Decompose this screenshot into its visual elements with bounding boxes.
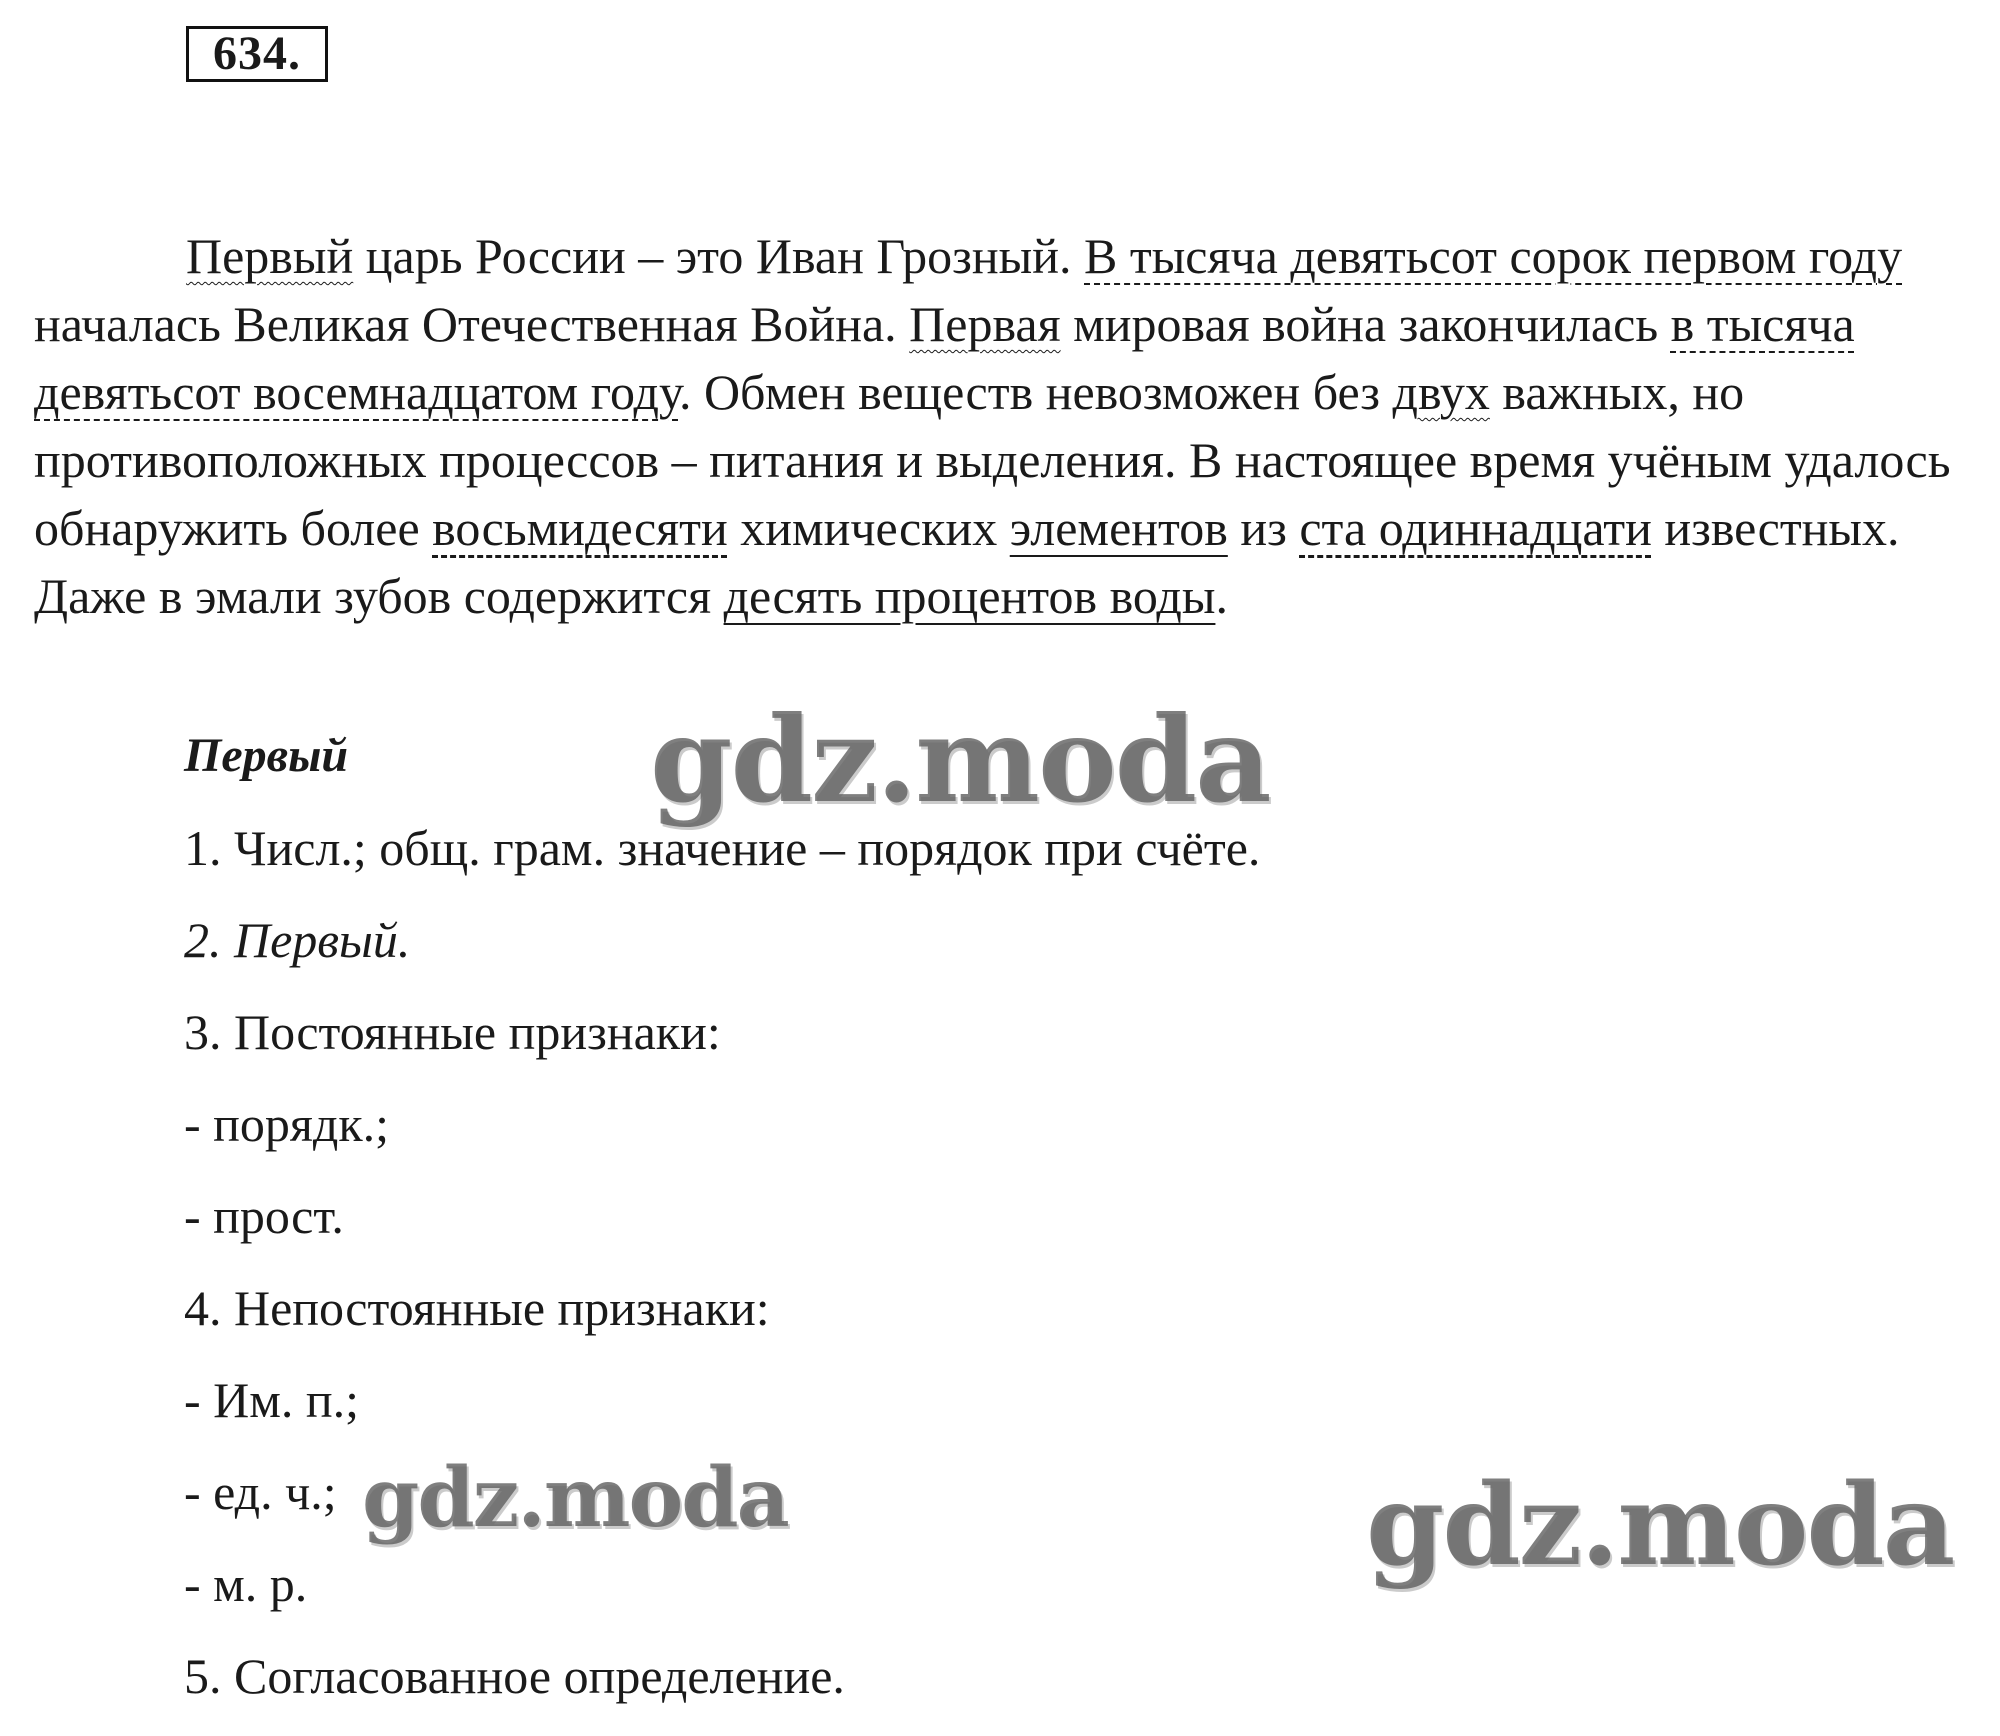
text-fragment: началась Великая Отечественная Война.	[34, 296, 910, 352]
phrase-sta-odinnadtsati: ста одиннадцати	[1299, 500, 1652, 556]
word-vosmidesyati: восьмидесяти	[432, 500, 728, 556]
watermark: gdz.moda	[362, 1450, 788, 1546]
text-fragment: известных. Даже в эмали зубов содержится	[34, 500, 1900, 624]
watermark: gdz.moda	[1366, 1460, 1954, 1591]
text-fragment: мировая война закончилась	[1060, 296, 1671, 352]
analysis-item: 3. Постоянные признаки:	[184, 1004, 721, 1060]
analysis-list	[184, 816, 1260, 1736]
analysis-item: - ед. ч.;	[184, 1464, 337, 1520]
text-fragment: из	[1227, 500, 1300, 556]
word-pervyi: Первый	[186, 228, 354, 284]
phrase-1918: в тысяча девятьсот восемнадцатом году	[34, 296, 1855, 420]
text-fragment: химических	[727, 500, 1010, 556]
watermark: gdz.moda	[650, 690, 1270, 829]
task-number-badge: 634.	[186, 26, 328, 82]
text-fragment: царь России – это Иван Грозный.	[353, 228, 1085, 284]
phrase-1941: В тысяча девятьсот сорок первом году	[1084, 228, 1903, 284]
analysis-item: - м. р.	[184, 1556, 308, 1612]
analysis-item: 1. Числ.; общ. грам. значение – порядок при счёте.	[184, 820, 1261, 876]
analysis-title: Первый	[184, 729, 349, 782]
word-elementov: элементов	[1009, 500, 1228, 556]
word-pervaya: Первая	[909, 296, 1061, 352]
analysis-item: 4. Непостоянные признаки:	[184, 1280, 770, 1336]
phrase-desyat-protsentov-vody: десять процентов воды	[723, 568, 1216, 624]
word-dvukh: двух	[1392, 364, 1490, 420]
analysis-item: - Им. п.;	[184, 1372, 360, 1428]
text-fragment: .	[1215, 568, 1228, 624]
text-fragment: . Обмен веществ невозможен без	[678, 364, 1393, 420]
analysis-item: - порядк.;	[184, 1096, 390, 1152]
analysis-item: 5. Согласованное определение.	[184, 1648, 845, 1704]
text-fragment: важных, но противоположных процессов – питания и выделения. В настоящее время учёным удалось обнаружить более	[34, 364, 1951, 556]
analysis-item: 2. Первый.	[184, 912, 411, 968]
analysis-item: - прост.	[184, 1188, 344, 1244]
exercise-text	[34, 222, 1964, 630]
